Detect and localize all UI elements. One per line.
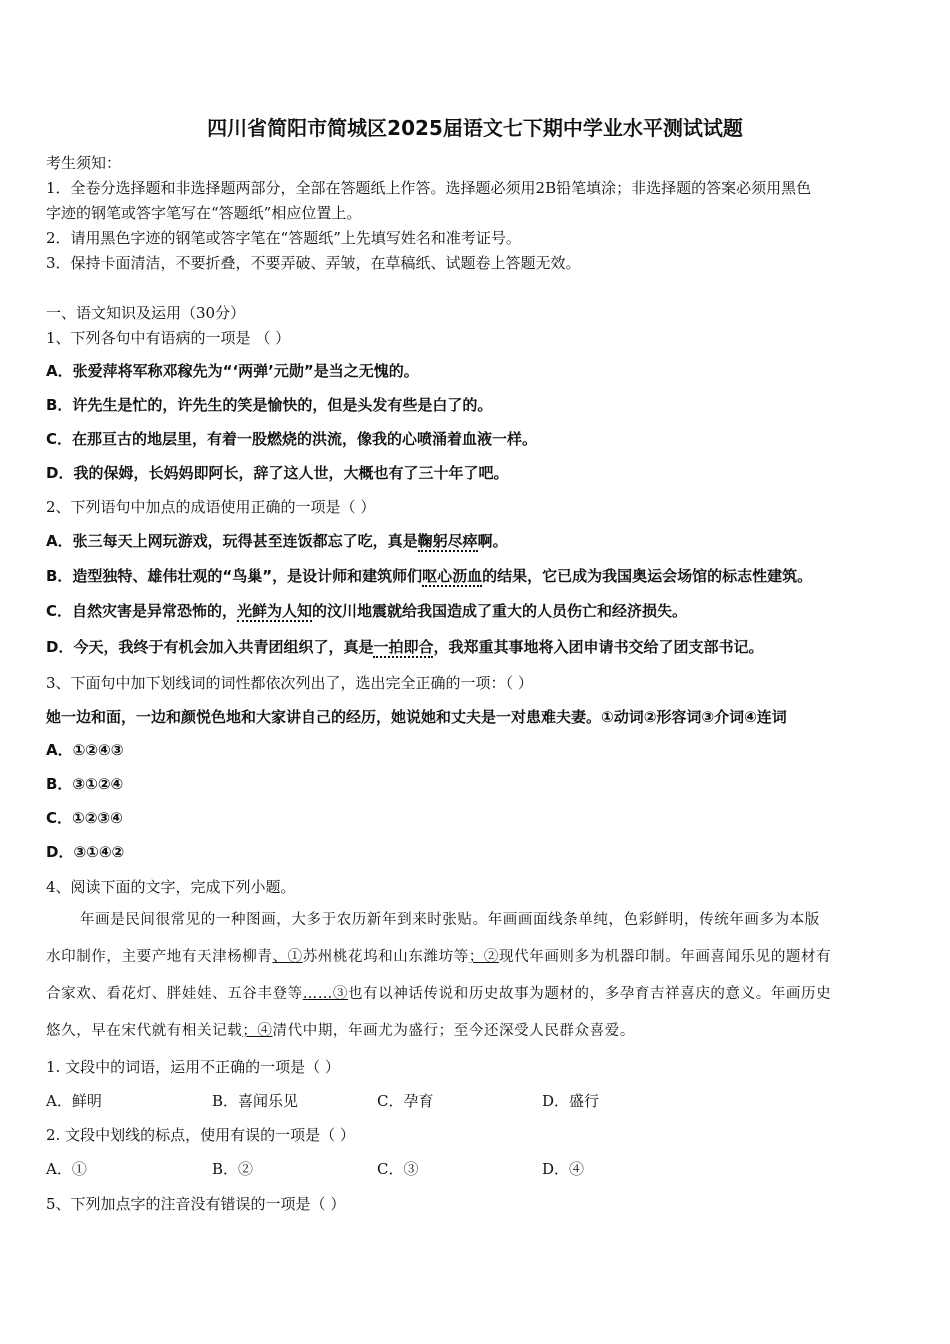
q2-option-a [46,530,508,551]
notice-item-1a: 1．全卷分选择题和非选择题两部分，全部在答题纸上作答。选择题必须用2B铅笔填涂；非选择题的答案必须用黑色 [46,179,812,197]
q4-sub1-option-d: D．盛行 [542,1092,600,1110]
q2-d-dotted-idiom: 一拍即合 [373,638,434,656]
q4-sub2-option-d: D．④ [542,1160,585,1178]
passage-4-text: 悠久，早在宋代就有相关记载 [46,1023,243,1039]
q2-option-d [46,636,764,657]
q2-c-dotted-idiom: 光鲜为人知 [237,602,313,620]
page-title: 四川省简阳市简城区2025届语文七下期中学业水平测试试题 [207,116,743,140]
q1-stem: 1、下列各句中有语病的一项是 （ ） [46,329,291,347]
passage-2-text: 水印制作，主要产地有天津杨柳青 [46,949,273,965]
q2-b-dotted-idiom: 呕心沥血 [422,567,483,585]
q2-a-text-end: 啊。 [477,532,508,550]
q4-sub1-option-a: A．鲜明 [46,1092,102,1110]
q4-stem: 4、阅读下面的文字，完成下列小题。 [46,878,296,896]
q4-sub2-option-a: A．① [46,1160,87,1178]
q4-sub1-option-c: C．孕育 [377,1092,434,1110]
passage-line-3 [46,982,831,1003]
passage-2-text-c: 现代年画则多为机器印制。年画喜闻乐见的题材有 [499,949,832,965]
q3-option-c: C．①②③④ [46,809,123,827]
passage-line-4 [46,1019,635,1040]
q3-option-a: A．①②④③ [46,741,124,759]
q2-a-text: A．张三每天上网玩游戏，玩得甚至连饭都忘了吃，真是 [46,532,418,550]
notice-item-3: 3．保持卡面清洁，不要折叠，不要弄破、弄皱，在草稿纸、试题卷上答题无效。 [46,254,581,272]
q4-sub2-option-b: B．② [212,1160,254,1178]
q1-option-c: C．在那亘古的地层里，有着一股燃烧的洪流，像我的心喷涌着血液一样。 [46,430,538,448]
q1-option-b: B．许先生是忙的，许先生的笑是愉快的，但是头发有些是白了的。 [46,396,493,414]
q2-b-text: B．造型独特、雄伟壮观的“鸟巢”，是设计师和建筑师们 [46,567,423,585]
q3-stem: 3、下面句中加下划线词的词性都依次列出了，选出完全正确的一项：（ ） [46,674,533,692]
passage-4-text-b: 清代中期，年画尤为盛行；至今还深受人民群众喜爱。 [272,1023,635,1039]
q3-option-b: B．③①②④ [46,775,124,793]
q4-sub2-stem: 2. 文段中划线的标点，使用有误的一项是（ ） [46,1126,355,1144]
passage-line-2 [46,945,831,966]
q4-sub1-stem: 1. 文段中的词语，运用不正确的一项是（ ） [46,1058,340,1076]
underlined-punct-4: ；④ [242,1023,273,1039]
underlined-punct-2: ；② [468,949,500,965]
q5-stem-text: 5、下列加点字的注音没有错误的一项是（ ） [46,1195,346,1213]
q2-option-c [46,600,687,621]
q2-c-text: C．自然灾害是异常恐怖的， [46,602,238,620]
passage-line-1: 年画是民间很常见的一种图画，大多于农历新年到来时张贴。年画画面线条单纯，色彩鲜明，传统年画多为本版 [80,912,820,928]
passage-3-text: 合家欢、看花灯、胖娃娃、五谷丰登等 [46,986,303,1002]
q3-sentence: 她一边和面，一边和颜悦色地和大家讲自己的经历，她说她和丈夫是一对患难夫妻。①动词②形容词③介词④连词 [46,708,787,726]
q4-sub1-option-b: B．喜闻乐见 [212,1092,299,1110]
q5-stem [46,1193,345,1214]
notice-item-1b: 字迹的钢笔或答字笔写在“答题纸”相应位置上。 [46,204,362,222]
notice-item-2: 2．请用黑色字迹的钢笔或答字笔在“答题纸”上先填写姓名和准考证号。 [46,229,521,247]
q1-option-d: D．我的保姆，长妈妈即阿长，辞了这人世，大概也有了三十年了吧。 [46,464,509,482]
q2-c-text-end: 的汶川地震就给我国造成了重大的人员伤亡和经济损失。 [312,602,688,620]
notice-heading: 考生须知： [46,154,122,172]
q2-b-text-end: 的结果，它已成为我国奥运会场馆的标志性建筑。 [482,567,813,585]
q2-d-text-end: ，我郑重其事地将入团申请书交给了团支部书记。 [433,638,764,656]
underlined-punct-3: ……③ [302,986,349,1002]
q2-a-dotted-idiom: 鞠躬尽瘁 [417,532,478,550]
q2-stem: 2、下列语句中加点的成语使用正确的一项是（ ） [46,498,376,516]
q4-sub2-option-c: C．③ [377,1160,419,1178]
passage-2-text-b: 苏州桃花坞和山东潍坊等 [302,949,469,965]
passage-3-text-b: 也有以神话传说和历史故事为题材的，多孕育吉祥喜庆的意义。年画历史 [348,986,832,1002]
q3-option-d: D．③①④② [46,843,125,861]
q2-option-b [46,565,812,586]
section-heading: 一、语文知识及运用（30分） [46,304,246,322]
q1-option-a: A．张爱萍将军称邓稼先为“‘两弹’元勋”是当之无愧的。 [46,362,419,380]
underlined-punct-1: 、① [272,949,303,965]
q2-d-text: D．今天，我终于有机会加入共青团组织了，真是 [46,638,374,656]
